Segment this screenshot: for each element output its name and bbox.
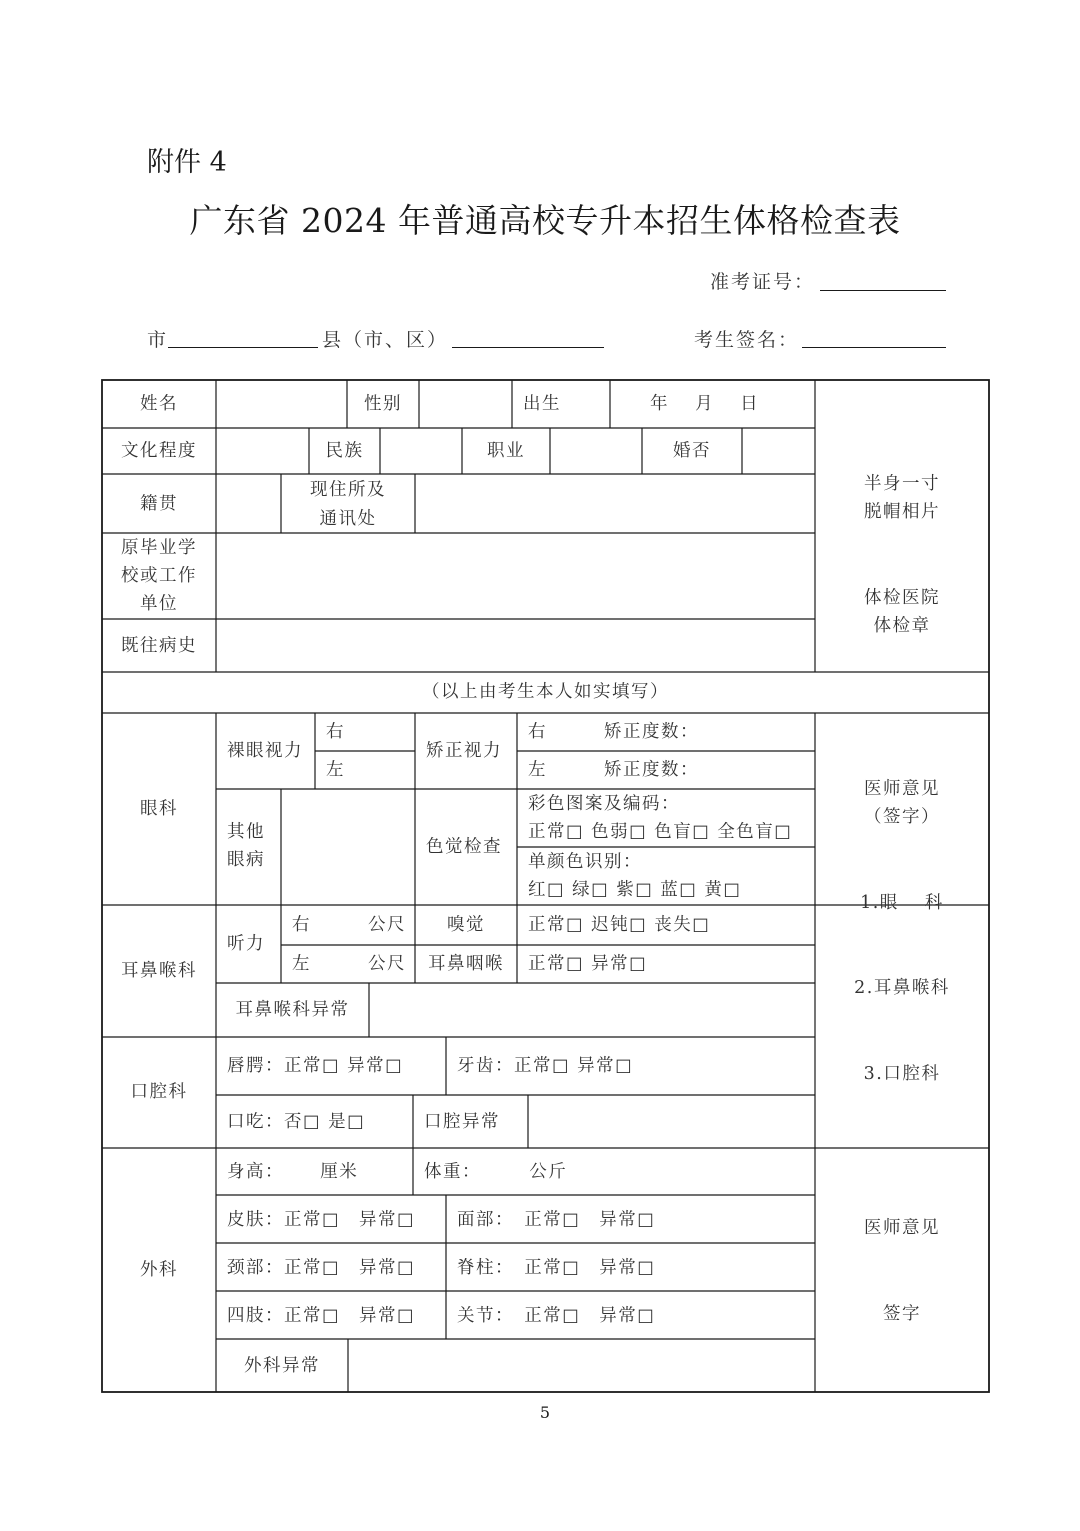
surgery-abnormal-label: 外科异常 [244,1356,320,1376]
throat-label: 耳鼻咽喉 [428,954,504,974]
limbs-options[interactable]: 四肢：正常□ 异常□ [227,1306,416,1326]
school-label-line2: 校或工作 [121,566,197,586]
signature-label: 考生签名： [694,329,800,351]
ent-abnormal-field[interactable] [369,983,815,1037]
name-label: 姓名 [140,394,178,414]
occupation-field[interactable] [550,428,642,474]
gender-label: 性别 [364,394,402,414]
attachment-label: 附件 4 [147,147,227,178]
school-label-line1: 原毕业学 [121,538,197,558]
ethnicity-label: 民族 [325,441,364,461]
smell-label: 嗅觉 [447,915,485,935]
oral-abnormal-label: 口腔异常 [424,1112,500,1132]
doctor-sign-label: （签字） [864,807,940,827]
hearing-label: 听力 [227,934,265,954]
hearing-right-field[interactable]: 右 公尺 [292,915,406,935]
ent-abnormal-label: 耳鼻喉科异常 [235,1000,350,1020]
self-fill-note: （以上由考生本人如实填写） [422,682,669,702]
naked-vision-label: 裸眼视力 [227,741,303,761]
corrected-vision-label: 矫正视力 [426,741,502,761]
education-field[interactable] [216,428,309,474]
color-pattern-label: 彩色图案及编码： [528,794,680,814]
other-eye-field[interactable] [281,789,415,905]
skin-options[interactable]: 皮肤：正常□ 异常□ [227,1210,416,1230]
photo-label-line1: 半身一寸 [864,474,940,494]
oral-opinion-label[interactable]: 3.口腔科 [863,1064,941,1084]
marital-label: 婚否 [673,441,711,461]
ent-section-label: 耳鼻喉科 [121,961,197,981]
page-number: 5 [539,1403,551,1422]
ethnicity-field[interactable] [380,428,462,474]
school-label-line3: 单位 [140,594,178,614]
birth-date-field[interactable]: 年 月 日 [650,394,760,414]
surgery-section-label: 外科 [140,1260,178,1280]
occupation-label: 职业 [487,441,525,461]
marital-field[interactable] [742,428,815,474]
stutter-options[interactable]: 口吃：否□ 是□ [227,1112,366,1132]
oral-section-label: 口腔科 [130,1082,188,1102]
teeth-options[interactable]: 牙齿：正常□ 异常□ [457,1056,634,1076]
smell-options[interactable]: 正常□ 迟钝□ 丧失□ [528,915,711,935]
eye-section-label: 眼科 [140,799,178,819]
surgery-opinion-label: 医师意见 [864,1218,940,1238]
other-eye-label-line1: 其他 [227,822,265,842]
surgery-sign-field[interactable]: 签字 [883,1304,921,1324]
color-vision-label: 色觉检查 [426,837,502,857]
joints-options[interactable]: 关节： 正常□ 异常□ [457,1306,656,1326]
name-field[interactable] [216,380,347,428]
education-label: 文化程度 [121,441,197,461]
spine-options[interactable]: 脊柱： 正常□ 异常□ [457,1258,656,1278]
birth-label: 出生 [523,394,561,414]
address-field[interactable] [415,474,815,533]
other-eye-label-line2: 眼病 [227,850,265,870]
weight-field[interactable]: 体重： 公斤 [424,1162,568,1182]
photo-label-line2: 脱帽相片 [864,502,940,522]
color-pattern-options[interactable]: 正常□ 色弱□ 色盲□ 全色盲□ [528,822,793,842]
neck-options[interactable]: 颈部：正常□ 异常□ [227,1258,416,1278]
lip-options[interactable]: 唇腭：正常□ 异常□ [227,1056,404,1076]
mono-color-label: 单颜色识别： [528,852,642,872]
doctor-opinion-label: 医师意见 [864,779,940,799]
face-options[interactable]: 面部： 正常□ 异常□ [457,1210,656,1230]
address-label-line2: 通讯处 [319,509,377,529]
medical-history-label: 既往病史 [121,636,197,656]
eye-opinion-label[interactable]: 1.眼 科 [860,893,944,913]
medical-history-field[interactable] [216,619,815,672]
county-label: 县（市、区） [322,329,449,351]
corrected-right-field[interactable]: 右 矫正度数： [528,722,699,742]
page-title: 广东省 2024 年普通高校专升本招生体格检查表 [189,201,901,240]
gender-field[interactable] [419,380,512,428]
exam-number-label: 准考证号： [710,271,816,293]
mono-color-options[interactable]: 红□ 绿□ 紫□ 蓝□ 黄□ [528,880,742,900]
school-field[interactable] [216,533,815,619]
native-place-label: 籍贯 [140,494,178,514]
naked-left-label[interactable]: 左 [326,760,345,780]
hearing-left-field[interactable]: 左 公尺 [292,954,406,974]
naked-right-label[interactable]: 右 [326,722,345,742]
surgery-abnormal-field[interactable] [348,1339,815,1392]
hospital-stamp-line1: 体检医院 [864,588,940,608]
height-field[interactable]: 身高： 厘米 [227,1162,359,1182]
throat-options[interactable]: 正常□ 异常□ [528,954,648,974]
corrected-left-field[interactable]: 左 矫正度数： [528,760,699,780]
oral-abnormal-field[interactable] [528,1095,815,1148]
address-label-line1: 现住所及 [310,480,386,500]
native-place-field[interactable] [216,474,281,533]
ent-opinion-label[interactable]: 2.耳鼻喉科 [854,978,950,998]
hospital-stamp-line2: 体检章 [873,616,931,636]
city-label: 市 [147,329,169,351]
